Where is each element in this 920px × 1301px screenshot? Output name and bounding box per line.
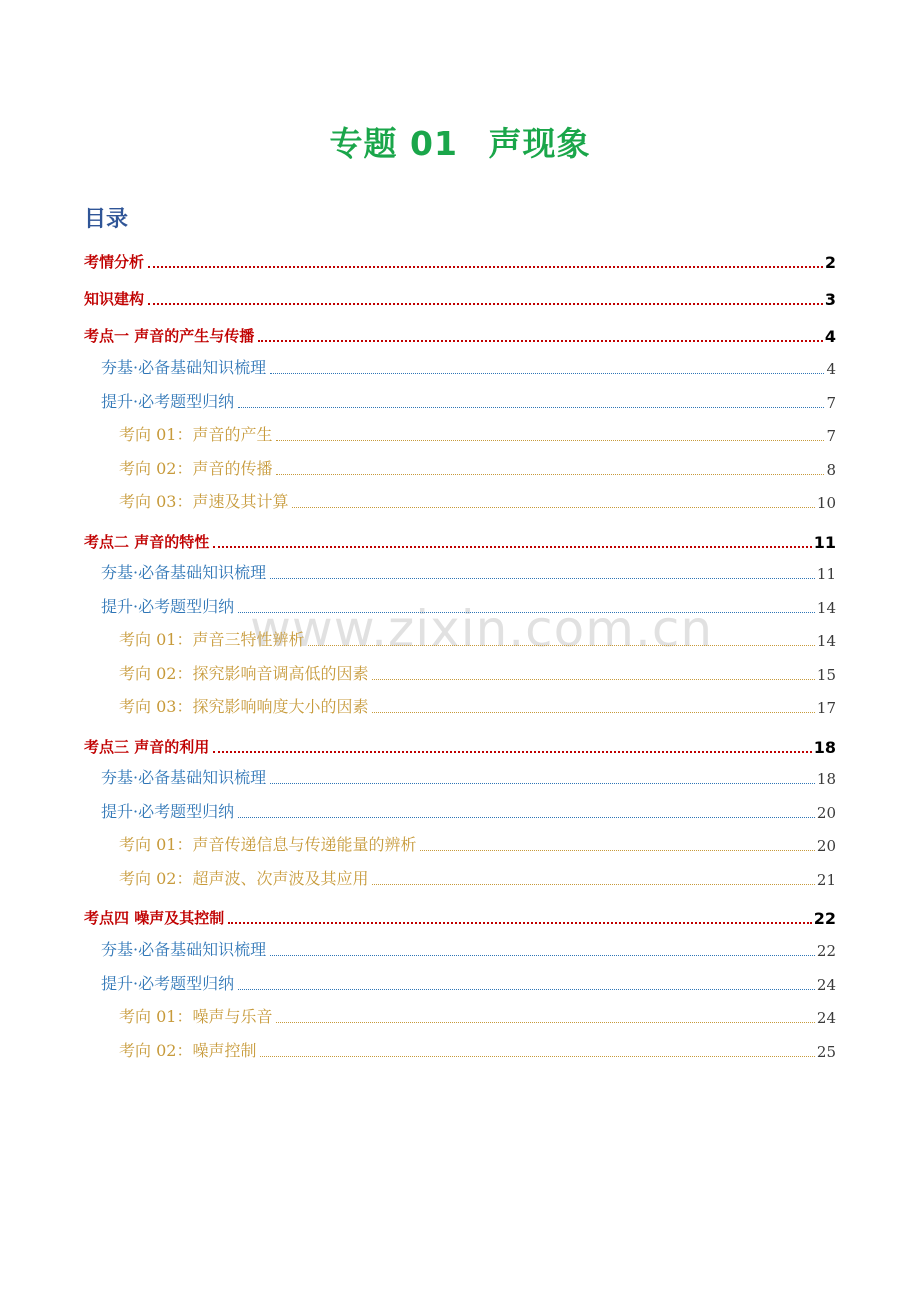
toc-entry-page: 15 (816, 666, 836, 684)
toc-entry-level-3[interactable] (119, 1039, 836, 1061)
title-topic: 声现象 (488, 124, 591, 163)
toc-entry-level-2[interactable] (101, 766, 836, 788)
toc-entry-level-1[interactable] (84, 530, 836, 552)
toc-leader-dots (420, 850, 814, 851)
toc-entry-page: 22 (813, 909, 836, 928)
toc-leader-dots (270, 373, 824, 374)
toc-entry-label: 提升·必考题型归纳 (101, 597, 235, 616)
toc-entry-level-3[interactable] (119, 833, 836, 855)
toc-leader-dots (270, 578, 815, 579)
toc-entry-label: 考向 02：噪声控制 (119, 1041, 257, 1060)
toc-leader-dots (270, 783, 815, 784)
title-prefix: 专题 (329, 124, 398, 163)
toc-entry-page: 22 (816, 942, 836, 960)
toc-entry-level-2[interactable] (101, 800, 836, 822)
toc-entry-page: 10 (816, 494, 836, 512)
toc-entry-label: 夯基·必备基础知识梳理 (101, 563, 267, 582)
toc-entry-level-2[interactable] (101, 390, 836, 412)
toc-leader-dots (372, 679, 814, 680)
toc-leader-dots (276, 1022, 814, 1023)
toc-entry-label: 考向 02：声音的传播 (119, 459, 273, 478)
toc-entry-label: 考向 01：声音传递信息与传递能量的辨析 (119, 835, 417, 854)
toc-entry-level-3[interactable] (119, 662, 836, 684)
toc-entry-label: 考向 02：探究影响音调高低的因素 (119, 664, 369, 683)
toc-entry-label: 考点一 声音的产生与传播 (84, 327, 255, 345)
toc-leader-dots (238, 407, 824, 408)
toc-entry-level-1[interactable] (84, 906, 836, 928)
toc-entry-level-3[interactable] (119, 628, 836, 650)
toc-entry-label: 考向 01：噪声与乐音 (119, 1007, 273, 1026)
toc-entry-level-3[interactable] (119, 423, 836, 445)
toc-entry-page: 14 (816, 632, 836, 650)
toc-leader-dots (270, 955, 815, 956)
toc-entry-level-1[interactable] (84, 324, 836, 346)
watermark: www.zixin.com.cn (250, 600, 714, 658)
toc-entry-level-3[interactable] (119, 695, 836, 717)
toc-leader-dots (258, 340, 823, 342)
toc-entry-page: 3 (824, 290, 836, 309)
toc-entry-label: 考点二 声音的特性 (84, 533, 210, 551)
toc-leader-dots (228, 922, 812, 924)
toc-entry-page: 18 (816, 770, 836, 788)
toc-entry-page: 20 (816, 804, 836, 822)
toc-leader-dots (308, 645, 814, 646)
toc-entry-page: 21 (816, 871, 836, 889)
toc-entry-label: 考情分析 (84, 253, 145, 271)
toc-leader-dots (213, 751, 812, 753)
toc-entry-page: 17 (816, 699, 836, 717)
toc-entry-label: 考点三 声音的利用 (84, 738, 210, 756)
toc-entry-level-3[interactable] (119, 457, 836, 479)
toc-entry-level-1[interactable] (84, 287, 836, 309)
toc-entry-level-2[interactable] (101, 595, 836, 617)
toc-entry-level-1[interactable] (84, 735, 836, 757)
toc-entry-level-2[interactable] (101, 561, 836, 583)
toc-entry-page: 20 (816, 837, 836, 855)
toc-entry-label: 提升·必考题型归纳 (101, 392, 235, 411)
title-number: 01 (410, 124, 458, 163)
toc-entry-page: 14 (816, 599, 836, 617)
toc-entry-label: 夯基·必备基础知识梳理 (101, 768, 267, 787)
toc-entry-page: 18 (813, 738, 836, 757)
toc-leader-dots (148, 303, 823, 305)
toc-entry-level-3[interactable] (119, 1005, 836, 1027)
toc-heading: 目录 (84, 207, 129, 232)
toc-leader-dots (213, 546, 812, 548)
toc-entry-label: 提升·必考题型归纳 (101, 974, 235, 993)
toc-leader-dots (238, 817, 815, 818)
toc-entry-label: 考向 03：声速及其计算 (119, 492, 289, 511)
toc-entry-level-2[interactable] (101, 938, 836, 960)
toc-leader-dots (238, 989, 815, 990)
toc-leader-dots (276, 474, 824, 475)
toc-leader-dots (260, 1056, 814, 1057)
toc-entry-page: 11 (813, 533, 836, 552)
toc-entry-page: 11 (816, 565, 836, 583)
toc-entry-page: 24 (816, 976, 836, 994)
toc-entry-page: 2 (824, 253, 836, 272)
toc-leader-dots (148, 266, 823, 268)
toc-entry-page: 4 (824, 327, 836, 346)
toc-entry-level-1[interactable] (84, 250, 836, 272)
toc-entry-page: 7 (826, 394, 836, 412)
toc-entry-label: 夯基·必备基础知识梳理 (101, 358, 267, 377)
toc-entry-level-3[interactable] (119, 490, 836, 512)
toc-leader-dots (372, 712, 814, 713)
document-title (0, 118, 920, 165)
toc-leader-dots (372, 884, 814, 885)
toc-entry-label: 夯基·必备基础知识梳理 (101, 940, 267, 959)
toc-entry-label: 考向 01：声音三特性辨析 (119, 630, 305, 649)
toc-leader-dots (276, 440, 824, 441)
toc-entry-page: 4 (826, 360, 836, 378)
toc-entry-label: 考向 02：超声波、次声波及其应用 (119, 869, 369, 888)
toc-entry-label: 考点四 噪声及其控制 (84, 909, 225, 927)
toc-entry-page: 8 (826, 461, 836, 479)
toc-entry-page: 25 (816, 1043, 836, 1061)
toc-entry-label: 知识建构 (84, 290, 145, 308)
toc-entry-level-2[interactable] (101, 972, 836, 994)
toc-entry-level-2[interactable] (101, 356, 836, 378)
toc-entry-label: 提升·必考题型归纳 (101, 802, 235, 821)
toc-entry-page: 24 (816, 1009, 836, 1027)
toc-entry-label: 考向 03：探究影响响度大小的因素 (119, 697, 369, 716)
toc-entry-level-3[interactable] (119, 867, 836, 889)
toc-leader-dots (292, 507, 814, 508)
toc-entry-label: 考向 01：声音的产生 (119, 425, 273, 444)
toc-entry-page: 7 (826, 427, 836, 445)
toc-leader-dots (238, 612, 815, 613)
